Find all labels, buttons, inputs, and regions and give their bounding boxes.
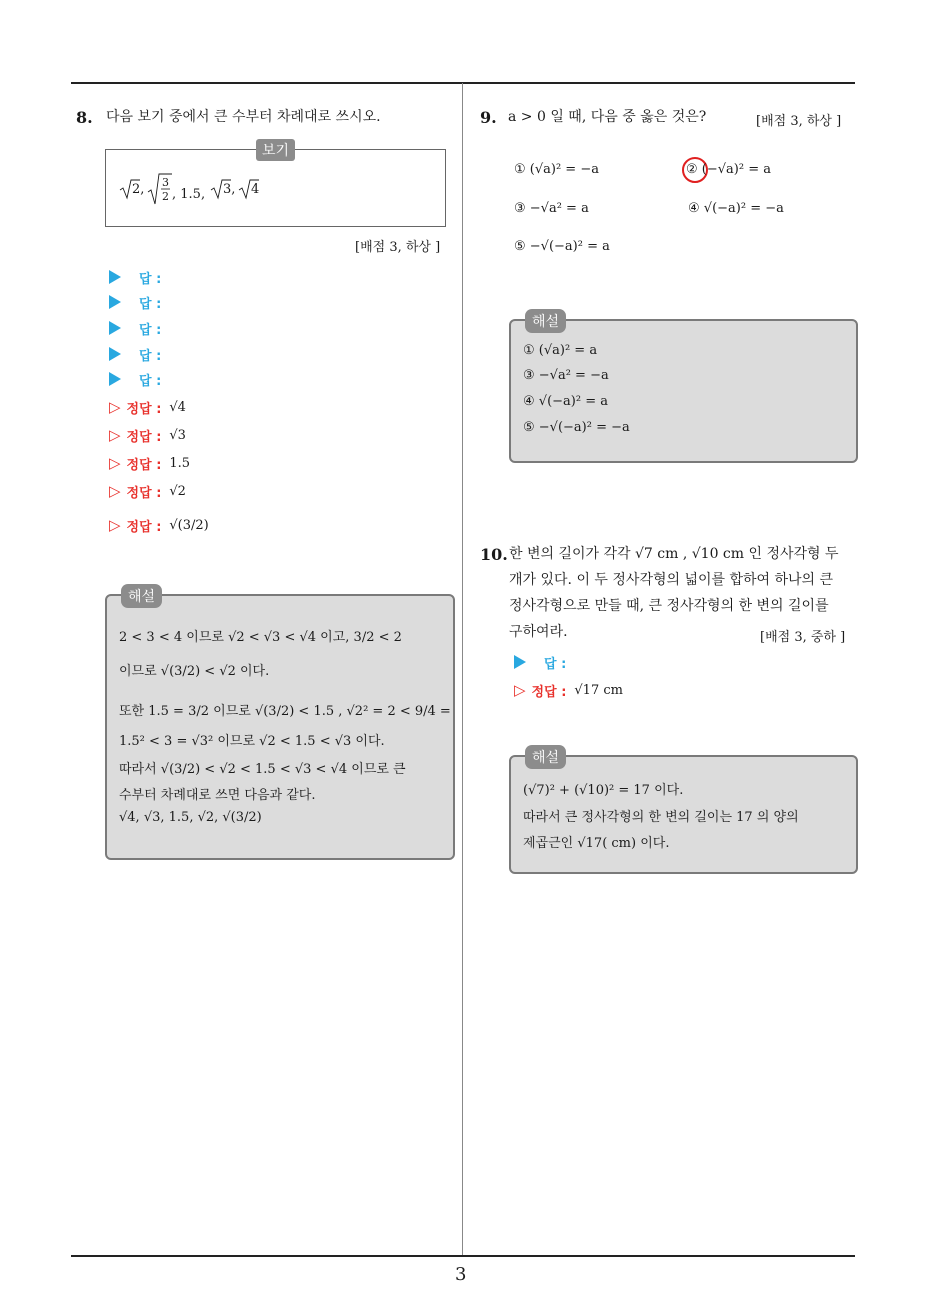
q8-solution-line: 이므로 √(3/2) < √2 이다.: [119, 664, 270, 679]
correct-value: √2: [169, 483, 186, 499]
answer-label: 답 :: [139, 322, 162, 338]
q8-answer-row[interactable]: [109, 368, 161, 390]
answer-label: 답 :: [139, 373, 162, 389]
filled-triangle-icon: [109, 372, 121, 386]
q8-correct-row: [109, 396, 186, 418]
q9-option-4[interactable]: ④ √(−a)² = −a: [688, 201, 784, 216]
q10-text-line: 정사각형으로 만들 때, 큰 정사각형의 한 변의 길이를: [509, 598, 829, 614]
q9-solution-line: ④ √(−a)² = a: [523, 394, 608, 409]
svg-text:4: 4: [251, 182, 260, 197]
correct-label: 정답 :: [126, 429, 162, 445]
answer-label: 답 :: [139, 296, 162, 312]
q10-solution-line: (√7)² + (√10)² = 17 이다.: [523, 783, 684, 798]
open-triangle-icon: ▷: [514, 681, 526, 699]
q8-example-box: [105, 143, 446, 227]
open-triangle-icon: ▷: [109, 454, 121, 472]
q9-text: a > 0 일 때, 다음 중 옳은 것은?: [508, 109, 707, 125]
filled-triangle-icon: [109, 295, 121, 309]
correct-label: 정답 :: [126, 457, 162, 473]
q8-solution-line: √4, √3, 1.5, √2, √(3/2): [119, 810, 262, 825]
answer-label: 답 :: [139, 348, 162, 364]
correct-label: 정답 :: [126, 401, 162, 417]
svg-text:3: 3: [162, 176, 169, 189]
q8-answer-row[interactable]: [109, 343, 161, 365]
q9-solution-box: [509, 314, 858, 463]
q8-example-content: [118, 172, 268, 212]
q10-text-line: 한 변의 길이가 각각 √7 cm , √10 cm 인 정사각형 두: [509, 546, 839, 562]
q10-correct-row: [514, 679, 623, 701]
q8-number: 8.: [76, 108, 93, 127]
q9-solution-tag: 해설: [525, 309, 566, 333]
answer-label: 답 :: [139, 271, 162, 287]
q9-option-3[interactable]: ③ −√a² = a: [514, 201, 589, 216]
correct-label: 정답 :: [126, 485, 162, 501]
q8-correct-row: [109, 424, 186, 446]
correct-value: √3: [169, 427, 186, 443]
filled-triangle-icon: [109, 347, 121, 361]
q10-text-line: 구하여라.: [509, 624, 568, 640]
q8-solution-line: 수부터 차례대로 쓰면 다음과 같다.: [119, 788, 316, 803]
open-triangle-icon: ▷: [109, 516, 121, 534]
q10-solution-tag: 해설: [525, 745, 566, 769]
filled-triangle-icon: [514, 655, 526, 669]
q10-text-line: 개가 있다. 이 두 정사각형의 넓이를 합하여 하나의 큰: [509, 572, 834, 588]
svg-text:, 1.5,: , 1.5,: [172, 187, 206, 202]
open-triangle-icon: ▷: [109, 482, 121, 500]
q8-example-math: [118, 172, 268, 208]
q8-solution-line: 2 < 3 < 4 이므로 √2 < √3 < √4 이고, 3/2 < 2: [119, 630, 402, 645]
correct-label: 정답 :: [126, 519, 162, 535]
q9-solution-line: ③ −√a² = −a: [523, 368, 609, 383]
q8-answer-row[interactable]: [109, 291, 161, 313]
correct-value: √(3/2): [169, 517, 209, 533]
q10-score: [배점 3, 중하 ]: [760, 630, 846, 645]
page-number: 3: [455, 1264, 467, 1285]
q10-solution-box: [509, 750, 858, 874]
q9-option-5[interactable]: ⑤ −√(−a)² = a: [514, 239, 610, 254]
q10-answer-row[interactable]: [514, 651, 566, 673]
q8-correct-row: [109, 514, 209, 536]
q8-solution-line: 1.5² < 3 = √3² 이므로 √2 < 1.5 < √3 이다.: [119, 734, 385, 749]
q8-score: [배점 3, 하상 ]: [355, 240, 441, 255]
open-triangle-icon: ▷: [109, 426, 121, 444]
q9-solution-line: ⑤ −√(−a)² = −a: [523, 420, 630, 435]
q8-answer-row[interactable]: [109, 266, 161, 288]
correct-value: √17 cm: [574, 682, 623, 698]
q10-number: 10.: [480, 545, 508, 564]
q8-correct-row: [109, 452, 190, 474]
q8-solution-box: [105, 589, 455, 860]
q8-solution-line: 따라서 √(3/2) < √2 < 1.5 < √3 < √4 이므로 큰: [119, 762, 406, 777]
q8-solution-tag: 해설: [121, 584, 162, 608]
answer-label: 답 :: [544, 656, 567, 672]
q9-score: [배점 3, 하상 ]: [756, 114, 842, 129]
q10-solution-line: 따라서 큰 정사각형의 한 변의 길이는 17 의 양의: [523, 810, 799, 825]
bottom-rule: [71, 1255, 855, 1257]
q9-solution-line: ① (√a)² = a: [523, 343, 598, 358]
q8-solution-line: 또한 1.5 = 3/2 이므로 √(3/2) < 1.5 , √2² = 2 < 9/4 =: [119, 704, 451, 719]
filled-triangle-icon: [109, 321, 121, 335]
svg-text:3,: 3,: [223, 182, 236, 197]
correct-label: 정답 :: [531, 684, 567, 700]
correct-value: √4: [169, 399, 186, 415]
q9-option-2[interactable]: ② (−√a)² = a: [686, 162, 771, 177]
q9-number: 9.: [480, 108, 497, 127]
q8-correct-row: [109, 480, 186, 502]
top-rule: [71, 82, 855, 84]
q8-answer-row[interactable]: [109, 317, 161, 339]
q8-text: 다음 보기 중에서 큰 수부터 차례대로 쓰시오.: [106, 109, 381, 125]
open-triangle-icon: ▷: [109, 398, 121, 416]
q8-example-tag: 보기: [256, 139, 295, 161]
correct-value: 1.5: [169, 455, 191, 471]
q9-option-1[interactable]: ① (√a)² = −a: [514, 162, 599, 177]
filled-triangle-icon: [109, 270, 121, 284]
column-divider: [462, 83, 463, 1255]
svg-text:2: 2: [162, 190, 169, 203]
svg-text:2,: 2,: [132, 182, 145, 197]
q10-solution-line: 제곱근인 √17( cm) 이다.: [523, 836, 670, 851]
